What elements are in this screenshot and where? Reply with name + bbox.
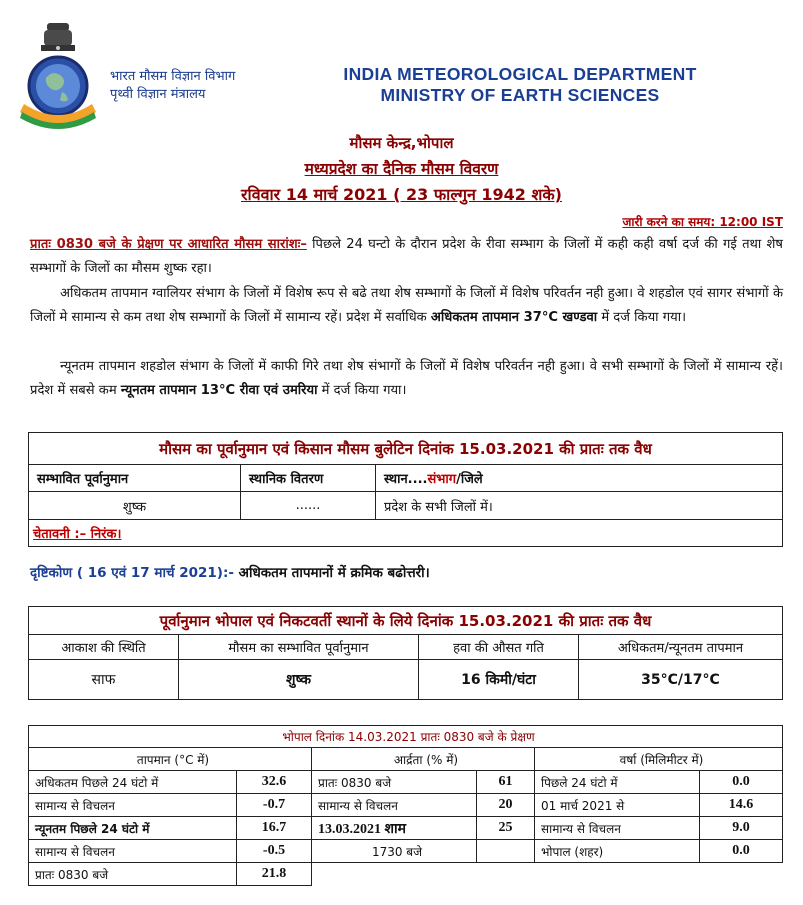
rain-value-3: 9.0 xyxy=(700,817,783,840)
summary-paragraph-3 xyxy=(30,355,783,402)
weather-center-title: मौसम केन्द्र,भोपाल xyxy=(349,134,454,152)
summary-p2-end: में दर्ज किया गया। xyxy=(597,309,687,325)
col-location-c: /जिले xyxy=(456,472,483,487)
summary-p1-text: पिछले 24 घन्टो के दौरान प्रदेश के रीवा सम्भाग के जिलों में कही कही वर्षा दर्ज की गई तथा शेष सम्भागों के जिलों का मौसम शुष्क रहा। xyxy=(30,237,784,276)
hum-label-1: प्रातः 0830 बजे xyxy=(312,771,477,794)
col-spatial-distribution: स्थानिक वितरण xyxy=(241,465,376,492)
summary-p3-end: में दर्ज किया गया। xyxy=(317,382,407,398)
outlook-label: दृष्टिकोण ( 16 एवं 17 मार्च 2021):- xyxy=(30,565,234,581)
rain-value-2: 14.6 xyxy=(700,794,783,817)
rain-label-2: 01 मार्च 2021 से xyxy=(535,794,700,817)
temp-value-1: 32.6 xyxy=(237,771,312,794)
english-dept-line1: INDIA METEOROLOGICAL DEPARTMENT xyxy=(343,64,697,84)
rain-header: वर्षा (मिलिमीटर में) xyxy=(535,748,783,771)
col-max-min-temp: अधिकतम/न्यूनतम तापमान xyxy=(579,635,783,660)
rain-value-4: 0.0 xyxy=(700,840,783,863)
english-dept-line2: MINISTRY OF EARTH SCIENCES xyxy=(380,85,660,106)
bhopal-forecast-table xyxy=(28,606,783,700)
temp-value-2: -0.7 xyxy=(237,794,312,817)
hum-value-1: 61 xyxy=(477,771,535,794)
hum-label-3: 13.03.2021 शाम xyxy=(312,817,477,840)
weather-value: शुष्क xyxy=(179,660,419,700)
issue-time: जारी करने का समय: 12:00 IST xyxy=(622,215,783,229)
col-probable-forecast: सम्भावित पूर्वानुमान xyxy=(29,465,241,492)
summary-label: प्रातः 0830 बजे के प्रेक्षण पर आधारित मौसम सारांशः– xyxy=(30,237,307,252)
temp-label-5: प्रातः 0830 बजे xyxy=(29,863,237,886)
temp-label-4: सामान्य से विचलन xyxy=(29,840,237,863)
rain-label-4: भोपाल (शहर) xyxy=(535,840,700,863)
col-location-b: संभाग xyxy=(427,472,457,487)
report-title-text: मध्यप्रदेश का दैनिक मौसम विवरण xyxy=(304,160,499,178)
report-date-text: रविवार 14 मार्च 2021 ( 23 फाल्गुन 1942 शके) xyxy=(241,185,562,204)
hindi-dept-line1: भारत मौसम विज्ञान विभाग xyxy=(110,69,236,84)
temp-value-3: 16.7 xyxy=(237,817,312,840)
summary-paragraph-2 xyxy=(30,282,783,329)
col-weather-forecast: मौसम का सम्भावित पूर्वानुमान xyxy=(179,635,419,660)
temp-label-1: अधिकतम पिछले 24 घंटो में xyxy=(29,771,237,794)
forecast-table-title: मौसम का पूर्वानुमान एवं किसान मौसम बुलेटिन दिनांक 15.03.2021 की प्रातः तक वैध xyxy=(29,433,783,465)
bhopal-forecast-title: पूर्वानुमान भोपाल एवं निकटवर्ती स्थानों के लिये दिनांक 15.03.2021 की प्रातः तक वैध xyxy=(29,607,783,635)
hum-label-2: सामान्य से विचलन xyxy=(312,794,477,817)
humidity-header: आर्द्रता (% में) xyxy=(312,748,535,771)
summary-p3-text: न्यूनतम तापमान शहडोल संभाग के जिलों में काफी गिरे तथा शेष संभागों के जिलों में विशेष परिवर्तन नही हुआ। वे सभी सम्भागों के जिलों में सामान्य रहें। प्रदेश में सबसे कम xyxy=(30,359,783,398)
hum-value-4 xyxy=(477,840,535,863)
col-location-a: स्थान.... xyxy=(384,472,428,487)
report-title xyxy=(0,157,803,179)
location-value: प्रदेश के सभी जिलों में। xyxy=(376,492,783,520)
col-wind-speed: हवा की औसत गति xyxy=(419,635,579,660)
temp-value-4: -0.5 xyxy=(237,840,312,863)
col-sky-condition: आकाश की स्थिति xyxy=(29,635,179,660)
forecast-value: शुष्क xyxy=(29,492,241,520)
temp-header: तापमान (°C में) xyxy=(29,748,312,771)
sky-value: साफ xyxy=(29,660,179,700)
hum-value-2: 20 xyxy=(477,794,535,817)
hum-value-3: 25 xyxy=(477,817,535,840)
wind-value: 16 किमी/घंटा xyxy=(419,660,579,700)
hum-label-4: 1730 बजे xyxy=(312,840,477,863)
summary-p2-bold: अधिकतम तापमान 37°C खण्डवा xyxy=(430,309,598,325)
temp-value: 35°C/17°C xyxy=(579,660,783,700)
report-date xyxy=(0,183,803,205)
summary-p3-bold: न्यूनतम तापमान 13°C रीवा एवं उमरिया xyxy=(120,382,318,398)
distribution-value: ...... xyxy=(241,492,376,520)
rain-label-1: पिछले 24 घंटो में xyxy=(535,771,700,794)
national-emblem-icon xyxy=(41,23,75,51)
farmer-forecast-table xyxy=(28,432,783,547)
rain-label-3: सामान्य से विचलन xyxy=(535,817,700,840)
summary-p2-text: अधिकतम तापमान ग्वालियर संभाग के जिलों में विशेष रूप से बढे तथा शेष सम्भागों के जिलों में विशेष परिवर्तन नही हुआ। वे शहडोल एवं सागर संभागों के जिलों मे सामान्य से कम तथा शेष सम्भागों के जिलों में सामान्य रहें। प्रदेश में सर्वाधिक xyxy=(30,286,783,325)
rain-value-1: 0.0 xyxy=(700,771,783,794)
outlook-text: अधिकतम तापमानों में क्रमिक बढोत्तरी। xyxy=(233,565,430,581)
temp-value-5: 21.8 xyxy=(237,863,312,886)
summary-paragraph-1 xyxy=(30,233,783,280)
temp-label-2: सामान्य से विचलन xyxy=(29,794,237,817)
english-department-name xyxy=(300,64,740,107)
outlook xyxy=(30,563,430,581)
warning-text: चेतावनी :– निरंक। xyxy=(29,520,783,547)
hindi-department-name xyxy=(110,68,280,104)
observation-table xyxy=(28,725,783,886)
temp-label-3: न्यूनतम पिछले 24 घंटो में xyxy=(29,817,237,840)
hindi-dept-line2: पृथ्वी विज्ञान मंत्रालय xyxy=(110,87,206,103)
observation-title: भोपाल दिनांक 14.03.2021 प्रातः 0830 बजे के प्रेक्षण xyxy=(29,726,783,748)
col-location xyxy=(376,465,783,492)
imd-logo-emblem xyxy=(16,20,100,135)
